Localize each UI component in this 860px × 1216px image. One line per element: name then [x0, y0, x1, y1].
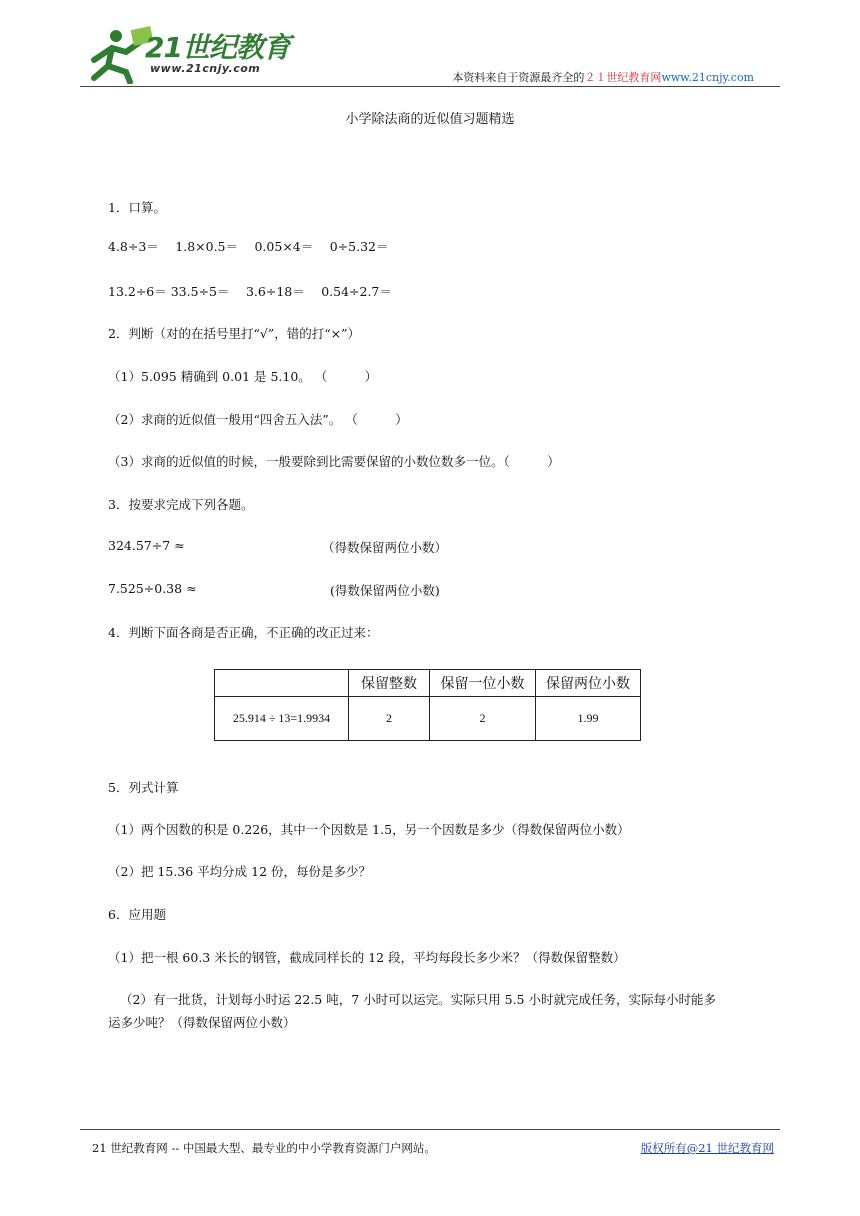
document-title: 小学除法商的近似值习题精选: [345, 112, 515, 127]
q3-heading: 3．按要求完成下列各题。: [108, 497, 254, 512]
q5-item-1: （1）两个因数的积是 0.226，其中一个因数是 1.5，另一个因数是多少（得数保留两位小数）: [108, 822, 630, 837]
table-header-cell: 保留一位小数: [430, 670, 536, 697]
table-header-row: [215, 670, 641, 697]
footer-copyright-link[interactable]: 版权所有@21 世纪教育网: [640, 1141, 774, 1155]
q4-heading: 4．判断下面各商是否正确，不正确的改正过来：: [108, 625, 379, 640]
table-header-cell: [215, 670, 349, 697]
q2-heading: 2．判断（对的在括号里打“√”，错的打“×”）: [108, 326, 360, 341]
q3-item-1-note: （得数保留两位小数）: [322, 540, 448, 555]
logo-text: 21世纪教育: [145, 31, 290, 64]
q3-item-1-expr: 324.57÷7 ≈: [108, 538, 185, 553]
table-header-cell: 保留整数: [349, 670, 430, 697]
q1-heading: 1．口算。: [108, 200, 166, 215]
logo-url: www.21cnjy.com: [150, 62, 261, 75]
header-note: [452, 69, 754, 85]
q5-heading: 5．列式计算: [108, 780, 179, 795]
q3-item-2-note: (得数保留两位小数): [330, 583, 440, 598]
q6-item-2-line-2: 运多少吨？（得数保留两位小数）: [108, 1015, 296, 1030]
q4-table: [214, 669, 641, 741]
header-divider: [80, 86, 780, 87]
table-cell: 2: [430, 697, 536, 741]
header-note-site-link[interactable]: www.21cnjy.com: [661, 71, 754, 84]
table-cell: 25.914 ÷ 13=1.9934: [215, 697, 349, 741]
q2-item-1: （1）5.095 精确到 0.01 是 5.10。 （ ）: [108, 369, 378, 384]
q5-item-2: （2）把 15.36 平均分成 12 份，每份是多少？: [108, 864, 372, 879]
q6-item-2-line-1: （2）有一批货，计划每小时运 22.5 吨，7 小时可以运完。实际只用 5.5 小时就完成任务，实际每小时能多: [120, 992, 716, 1007]
table-cell: 1.99: [536, 697, 641, 741]
table-header-cell: 保留两位小数: [536, 670, 641, 697]
q2-item-3: （3）求商的近似值的时候，一般要除到比需要保留的小数位数多一位。（ ）: [108, 454, 560, 469]
q1-row-2: 13.2÷6＝ 33.5÷5＝ 3.6÷18＝ 0.54÷2.7＝: [108, 284, 392, 299]
header-note-prefix: 本资料来自于资源最齐全的: [452, 71, 585, 84]
footer-divider: [80, 1129, 780, 1130]
q6-heading: 6．应用题: [108, 907, 166, 922]
q2-item-2: （2）求商的近似值一般用“四舍五入法”。 （ ）: [108, 412, 408, 427]
table-row: [215, 697, 641, 741]
table-cell: 2: [349, 697, 430, 741]
q3-item-2-expr: 7.525÷0.38 ≈: [108, 581, 197, 596]
q6-item-1: （1）把一根 60.3 米长的钢管，截成同样长的 12 段，平均每段长多少米？（得数保留整数）: [108, 950, 626, 965]
q1-row-1: 4.8÷3＝ 1.8×0.5＝ 0.05×4＝ 0÷5.32＝: [108, 239, 389, 254]
footer-text: 21 世纪教育网 -- 中国最大型、最专业的中小学教育资源门户网站。: [92, 1141, 436, 1155]
header-note-brand: ２１世纪教育网: [584, 71, 662, 84]
